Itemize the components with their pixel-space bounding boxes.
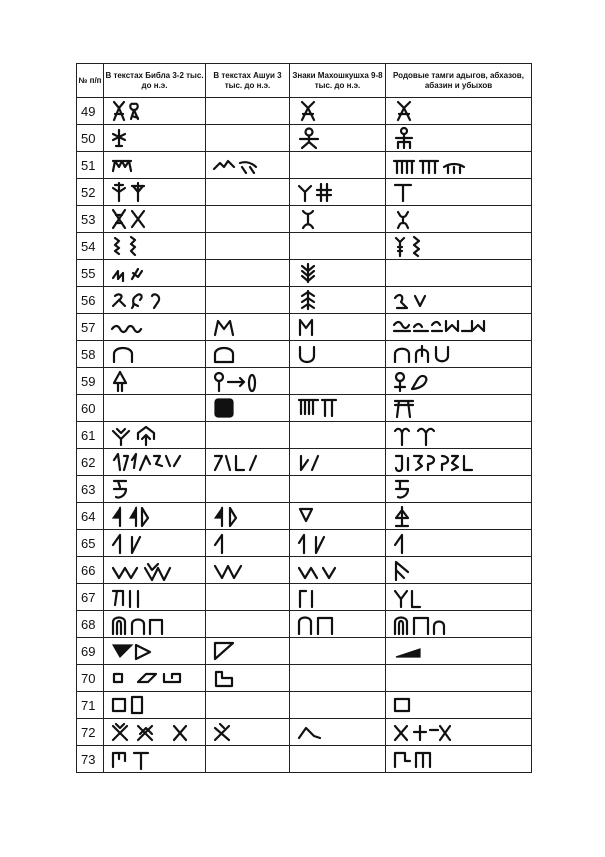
- cell-tamga: [386, 206, 532, 233]
- sign-57-makhoshkusha-icon: [296, 315, 392, 339]
- cell-makhoshkusha: [290, 719, 386, 746]
- row-number: 63: [77, 476, 104, 503]
- sign-61-tamga-icon: [392, 423, 488, 447]
- cell-byblos: [104, 314, 206, 341]
- table-row: [77, 638, 532, 665]
- cell-ashui: [206, 206, 290, 233]
- sign-51-byblos-icon: [110, 153, 206, 177]
- cell-tamga: [386, 368, 532, 395]
- header-ashui: В текстах Ашуи 3 тыс. до н.э.: [206, 64, 290, 98]
- cell-ashui: [206, 638, 290, 665]
- cell-byblos: [104, 530, 206, 557]
- sign-49-makhoshkusha-icon: [296, 99, 392, 123]
- table-row: [77, 719, 532, 746]
- header-num: № п/п: [77, 64, 104, 98]
- cell-ashui: [206, 665, 290, 692]
- table-row: [77, 422, 532, 449]
- table-row: [77, 152, 532, 179]
- cell-ashui: [206, 152, 290, 179]
- cell-tamga: [386, 341, 532, 368]
- sign-54-tamga-icon: [392, 234, 488, 258]
- row-number: 52: [77, 179, 104, 206]
- sign-65-byblos-icon: [110, 531, 206, 555]
- row-number: 67: [77, 584, 104, 611]
- sign-52-tamga-icon: [392, 180, 488, 204]
- cell-byblos: [104, 260, 206, 287]
- sign-67-makhoshkusha-icon: [296, 585, 392, 609]
- table-row: [77, 368, 532, 395]
- sign-49-tamga-icon: [392, 99, 488, 123]
- row-number: 57: [77, 314, 104, 341]
- table-row: [77, 341, 532, 368]
- sign-62-tamga-icon: [392, 450, 488, 474]
- cell-ashui: [206, 260, 290, 287]
- row-number: 71: [77, 692, 104, 719]
- cell-ashui: [206, 692, 290, 719]
- cell-tamga: [386, 449, 532, 476]
- cell-tamga: [386, 530, 532, 557]
- table-row: [77, 530, 532, 557]
- table-row: [77, 206, 532, 233]
- table-row: [77, 395, 532, 422]
- sign-72-makhoshkusha-icon: [296, 720, 392, 744]
- table-row: [77, 98, 532, 125]
- cell-tamga: [386, 314, 532, 341]
- sign-49-byblos-icon: [110, 99, 206, 123]
- sign-62-makhoshkusha-icon: [296, 450, 392, 474]
- cell-ashui: [206, 395, 290, 422]
- cell-makhoshkusha: [290, 638, 386, 665]
- row-number: 72: [77, 719, 104, 746]
- cell-tamga: [386, 638, 532, 665]
- cell-tamga: [386, 692, 532, 719]
- cell-tamga: [386, 611, 532, 638]
- sign-52-byblos-icon: [110, 180, 206, 204]
- table-row: [77, 449, 532, 476]
- sign-65-tamga-icon: [392, 531, 488, 555]
- row-number: 66: [77, 557, 104, 584]
- sign-53-byblos-icon: [110, 207, 206, 231]
- sign-63-tamga-icon: [392, 477, 488, 501]
- table-row: [77, 746, 532, 773]
- sign-63-byblos-icon: [110, 477, 206, 501]
- sign-68-byblos-icon: [110, 612, 206, 636]
- table-row: [77, 260, 532, 287]
- cell-makhoshkusha: [290, 395, 386, 422]
- sign-56-makhoshkusha-icon: [296, 288, 392, 312]
- table-row: [77, 476, 532, 503]
- sign-72-tamga-icon: [392, 720, 488, 744]
- sign-71-byblos-icon: [110, 693, 206, 717]
- table-row: [77, 233, 532, 260]
- header-makhoshkusha: Знаки Махошкушха 9-8 тыс. до н.э.: [290, 64, 386, 98]
- sign-64-byblos-icon: [110, 504, 206, 528]
- table-row: [77, 503, 532, 530]
- sign-50-tamga-icon: [392, 126, 488, 150]
- cell-makhoshkusha: [290, 746, 386, 773]
- cell-tamga: [386, 98, 532, 125]
- sign-60-makhoshkusha-icon: [296, 396, 392, 420]
- sign-51-tamga-icon: [392, 153, 488, 177]
- sign-53-makhoshkusha-icon: [296, 207, 392, 231]
- cell-ashui: [206, 422, 290, 449]
- cell-makhoshkusha: [290, 260, 386, 287]
- cell-byblos: [104, 557, 206, 584]
- sign-52-makhoshkusha-icon: [296, 180, 392, 204]
- sign-65-makhoshkusha-icon: [296, 531, 392, 555]
- cell-ashui: [206, 314, 290, 341]
- sign-67-tamga-icon: [392, 585, 488, 609]
- table-row: [77, 611, 532, 638]
- cell-ashui: [206, 449, 290, 476]
- cell-tamga: [386, 395, 532, 422]
- cell-tamga: [386, 719, 532, 746]
- sign-50-makhoshkusha-icon: [296, 126, 392, 150]
- signs-comparison-table: [76, 63, 532, 773]
- cell-makhoshkusha: [290, 314, 386, 341]
- cell-makhoshkusha: [290, 476, 386, 503]
- table-row: [77, 287, 532, 314]
- cell-byblos: [104, 638, 206, 665]
- sign-72-byblos-icon: [110, 720, 206, 744]
- sign-60-tamga-icon: [392, 396, 488, 420]
- cell-tamga: [386, 476, 532, 503]
- cell-makhoshkusha: [290, 530, 386, 557]
- sign-64-makhoshkusha-icon: [296, 504, 392, 528]
- cell-byblos: [104, 98, 206, 125]
- cell-byblos: [104, 125, 206, 152]
- row-number: 58: [77, 341, 104, 368]
- cell-ashui: [206, 341, 290, 368]
- cell-byblos: [104, 476, 206, 503]
- sign-69-tamga-icon: [392, 639, 488, 663]
- cell-makhoshkusha: [290, 152, 386, 179]
- row-number: 49: [77, 98, 104, 125]
- cell-tamga: [386, 746, 532, 773]
- cell-makhoshkusha: [290, 98, 386, 125]
- row-number: 65: [77, 530, 104, 557]
- sign-53-tamga-icon: [392, 207, 488, 231]
- cell-makhoshkusha: [290, 665, 386, 692]
- cell-makhoshkusha: [290, 503, 386, 530]
- cell-makhoshkusha: [290, 179, 386, 206]
- row-number: 59: [77, 368, 104, 395]
- row-number: 54: [77, 233, 104, 260]
- cell-tamga: [386, 125, 532, 152]
- row-number: 70: [77, 665, 104, 692]
- cell-ashui: [206, 503, 290, 530]
- sign-67-byblos-icon: [110, 585, 206, 609]
- cell-makhoshkusha: [290, 422, 386, 449]
- cell-ashui: [206, 476, 290, 503]
- cell-ashui: [206, 530, 290, 557]
- sign-56-byblos-icon: [110, 288, 206, 312]
- row-number: 53: [77, 206, 104, 233]
- header-row: [77, 64, 532, 98]
- cell-byblos: [104, 584, 206, 611]
- cell-makhoshkusha: [290, 449, 386, 476]
- cell-ashui: [206, 611, 290, 638]
- cell-tamga: [386, 260, 532, 287]
- row-number: 64: [77, 503, 104, 530]
- cell-tamga: [386, 665, 532, 692]
- cell-makhoshkusha: [290, 233, 386, 260]
- cell-ashui: [206, 287, 290, 314]
- sign-50-byblos-icon: [110, 126, 206, 150]
- sign-69-byblos-icon: [110, 639, 206, 663]
- cell-tamga: [386, 584, 532, 611]
- header-byblos: В текстах Библа 3-2 тыс. до н.э.: [104, 64, 206, 98]
- sign-73-byblos-icon: [110, 747, 206, 771]
- cell-makhoshkusha: [290, 125, 386, 152]
- sign-62-byblos-icon: [110, 450, 206, 474]
- cell-byblos: [104, 449, 206, 476]
- cell-byblos: [104, 665, 206, 692]
- cell-byblos: [104, 719, 206, 746]
- sign-59-tamga-icon: [392, 369, 488, 393]
- sign-55-makhoshkusha-icon: [296, 261, 392, 285]
- cell-makhoshkusha: [290, 692, 386, 719]
- cell-ashui: [206, 584, 290, 611]
- table-row: [77, 557, 532, 584]
- header-tamgas: Родовые тамги адыгов, абхазов, абазин и убыхов: [386, 64, 532, 98]
- sign-55-byblos-icon: [110, 261, 206, 285]
- cell-byblos: [104, 692, 206, 719]
- row-number: 50: [77, 125, 104, 152]
- cell-makhoshkusha: [290, 341, 386, 368]
- cell-makhoshkusha: [290, 206, 386, 233]
- row-number: 51: [77, 152, 104, 179]
- sign-66-tamga-icon: [392, 558, 488, 582]
- sign-54-byblos-icon: [110, 234, 206, 258]
- sign-66-byblos-icon: [110, 558, 206, 582]
- table-row: [77, 314, 532, 341]
- table-row: [77, 125, 532, 152]
- cell-byblos: [104, 206, 206, 233]
- table-row: [77, 665, 532, 692]
- table-row: [77, 584, 532, 611]
- sign-57-byblos-icon: [110, 315, 206, 339]
- row-number: 60: [77, 395, 104, 422]
- cell-ashui: [206, 746, 290, 773]
- cell-makhoshkusha: [290, 584, 386, 611]
- cell-ashui: [206, 557, 290, 584]
- cell-byblos: [104, 746, 206, 773]
- cell-tamga: [386, 287, 532, 314]
- cell-byblos: [104, 503, 206, 530]
- sign-58-makhoshkusha-icon: [296, 342, 392, 366]
- cell-byblos: [104, 395, 206, 422]
- cell-byblos: [104, 287, 206, 314]
- cell-ashui: [206, 719, 290, 746]
- row-number: 62: [77, 449, 104, 476]
- cell-byblos: [104, 611, 206, 638]
- cell-byblos: [104, 233, 206, 260]
- sign-57-tamga-icon: [392, 315, 488, 339]
- row-number: 61: [77, 422, 104, 449]
- sign-64-tamga-icon: [392, 504, 488, 528]
- sign-73-tamga-icon: [392, 747, 488, 771]
- row-number: 69: [77, 638, 104, 665]
- sign-56-tamga-icon: [392, 288, 488, 312]
- cell-byblos: [104, 422, 206, 449]
- cell-ashui: [206, 98, 290, 125]
- cell-tamga: [386, 503, 532, 530]
- cell-tamga: [386, 179, 532, 206]
- row-number: 68: [77, 611, 104, 638]
- sign-58-byblos-icon: [110, 342, 206, 366]
- sign-66-makhoshkusha-icon: [296, 558, 392, 582]
- cell-makhoshkusha: [290, 557, 386, 584]
- sign-58-tamga-icon: [392, 342, 488, 366]
- cell-makhoshkusha: [290, 611, 386, 638]
- cell-tamga: [386, 557, 532, 584]
- cell-byblos: [104, 341, 206, 368]
- cell-ashui: [206, 125, 290, 152]
- sign-71-tamga-icon: [392, 693, 488, 717]
- sign-68-tamga-icon: [392, 612, 488, 636]
- sign-70-byblos-icon: [110, 666, 206, 690]
- cell-ashui: [206, 368, 290, 395]
- cell-makhoshkusha: [290, 287, 386, 314]
- table-row: [77, 179, 532, 206]
- cell-makhoshkusha: [290, 368, 386, 395]
- cell-byblos: [104, 368, 206, 395]
- cell-byblos: [104, 179, 206, 206]
- row-number: 56: [77, 287, 104, 314]
- sign-59-byblos-icon: [110, 369, 206, 393]
- cell-tamga: [386, 152, 532, 179]
- row-number: 55: [77, 260, 104, 287]
- cell-byblos: [104, 152, 206, 179]
- row-number: 73: [77, 746, 104, 773]
- table-row: [77, 692, 532, 719]
- cell-ashui: [206, 179, 290, 206]
- cell-ashui: [206, 233, 290, 260]
- cell-tamga: [386, 422, 532, 449]
- sign-61-byblos-icon: [110, 423, 206, 447]
- cell-tamga: [386, 233, 532, 260]
- sign-68-makhoshkusha-icon: [296, 612, 392, 636]
